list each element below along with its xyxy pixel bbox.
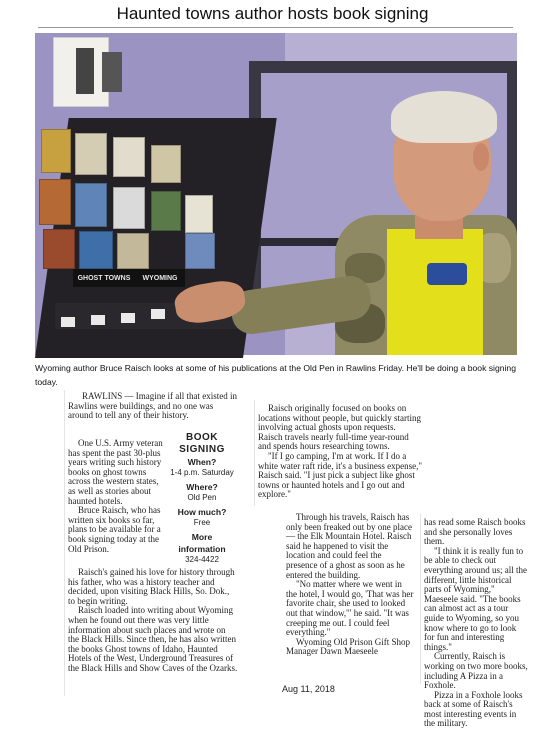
article-headline: Haunted towns author hosts book signing [116,4,429,23]
infobox-cost-label: How much? [177,507,227,517]
article-paragraph: Bruce Raisch, who has written six books so far, plans to be available for a book signing today at the Old Prison. [68,505,161,554]
infobox-heading: SIGNING [179,444,225,455]
photo-book [117,233,149,269]
photo-poster-figure [76,48,94,94]
article-paragraph: "If I go camping, I'm at work. If I do a white water raft ride, it's a business expense," Raisch said. "I just pick a subject like ghost towns or haunted hotels and I go out and explore." [258,450,422,500]
photo-book [75,133,107,175]
clipping-edge [420,514,421,684]
article-paragraph: Raisch loaded into writing about Wyoming when he found out there was very little information about such places and wrote on the Black Hills. Since then, he has also written the books Ghost towns of Idaho, Haunted Hotels of the West, Underground Treasures of the Black Hills and Show Caves of the Ozarks. [68,605,238,673]
article-column-1-top [68,392,238,421]
article-column-2 [258,404,422,500]
photo-book [43,229,75,269]
photo-price-tag [61,317,75,327]
infobox-where-value: Old Pen [187,493,217,502]
article-paragraph: RAWLINS — Imagine if all that existed in Rawlins were buildings, and no one was around to tell any of their history. [68,391,237,421]
infobox-heading: BOOK [186,432,218,443]
photo-book [41,129,71,173]
article-paragraph: "No matter where we went in the hotel, I would go, 'That was her favorite chair, she used to looked out that window,'" he said. "It was creeping me out. I could feel everything." [286,579,414,638]
photo-book [39,179,71,225]
book-signing-infobox [166,432,238,565]
article-paragraph: One U.S. Army veteran has spent the past 30-plus years writing such history books on ghost towns across the western states, as well as stories about haunted hotels. [68,438,163,506]
photo-poster [53,37,109,107]
article-paragraph: Raisch's gained his love for history through his father, who was a history teacher and decided, upon visiting Black Hills, So. Dok., to begin writing. [68,567,235,606]
infobox-when-label: When? [187,457,217,467]
article-paragraph: Raisch originally focused on books on locations without people, but quickly starting involving actual ghosts upon requests. Raisch travels nearly full-time year-round and spends hours researching towns. [258,403,421,452]
article-paragraph: Pizza in a Foxhole looks back at some of Raisch's most interesting events in the military. [424,689,523,729]
photo-shirt-logo [427,263,467,285]
article-photo [35,33,517,355]
clipping-edge [254,400,255,506]
infobox-info-value: 324-4422 [185,555,219,564]
clipping-date-stamp: Aug 11, 2018 [282,684,335,694]
article-column-1-narrow [68,439,164,554]
article-paragraph: Through his travels, Raisch has only been freaked out by one place — the Elk Mountain Hotel. Raisch said he happened to visit the location and could feel the presence of a ghost as soon as he entered the building. [286,512,412,580]
photo-rack-sign: WYOMING [135,269,185,287]
photo-poster-figure [102,52,122,92]
photo-price-tag [91,315,105,325]
photo-price-tag [121,313,135,323]
article-column-1-bottom [68,568,238,674]
photo-man-shirt [387,229,483,355]
article-column-3 [286,513,414,657]
infobox-when-value: 1-4 p.m. Saturday [170,468,234,477]
photo-book [113,187,145,229]
photo-price-tag [151,309,165,319]
photo-rack-sign: GHOST TOWNS [73,269,135,287]
photo-book [75,183,107,227]
photo-book [151,145,181,183]
photo-book [151,191,181,231]
infobox-info-label: information [178,544,226,554]
photo-man-ear [473,143,489,171]
infobox-cost-value: Free [193,518,211,527]
article-paragraph: has read some Raisch books and she personally loves them. [424,517,526,547]
infobox-info-label: More [191,532,213,542]
headline-rule [38,27,513,28]
photo-man-hair [391,91,497,143]
photo-book [185,195,213,233]
infobox-where-label: Where? [186,482,218,492]
photo-book [185,233,215,269]
article-paragraph: Currently, Raisch is working on two more books, including A Pizza in a Foxhole. [424,651,528,691]
article-column-4 [424,518,528,729]
clipping-edge [64,390,65,696]
article-paragraph: Wyoming Old Prison Gift Shop Manager Dawn Maeseele [286,636,410,657]
article-paragraph: "I think it is really fun to be able to check out everything around us; all the different, little historical parts of Wyoming," Maeseele said. "The books can almost act as a tour guide to Wyoming, so you know where to go to look for fun and interesting things." [424,545,527,652]
photo-book [113,137,145,177]
photo-caption: Wyoming author Bruce Raisch looks at some of his publications at the Old Pen in Rawlins Friday. He'll be doing a book signing today. [35,363,516,387]
photo-book [79,231,113,269]
